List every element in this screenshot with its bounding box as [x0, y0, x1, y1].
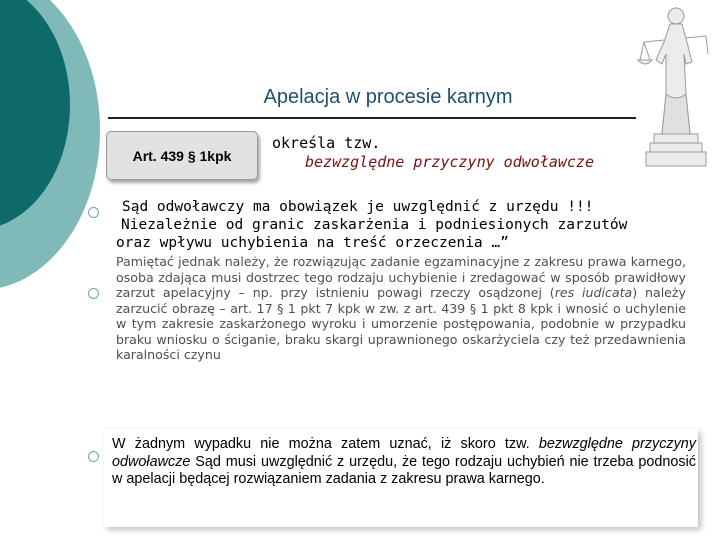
circle-bullet-icon	[88, 207, 99, 218]
defines-line-1: określa tzw.	[272, 134, 381, 152]
bullet-2-latin-term: res iudicata	[554, 285, 633, 300]
circle-bullet-icon	[88, 451, 99, 462]
bullet-3-part-2: Sąd musi uwzględnić z urzędu, że tego rodzaju uchybień nie trzeba podnosić w apelacji będącej rozwiązaniem zadania z zakresu prawa karnego.	[112, 453, 696, 487]
bullet-3-italic-term: bezwzględne przyczyny odwoławcze	[112, 436, 696, 470]
bullet-1-line-3: oraz wpływu uchybienia na treść orzeczenia …”	[116, 235, 509, 251]
circle-bullet-icon	[88, 288, 99, 299]
article-reference-box	[106, 131, 258, 180]
bullet-1-text	[116, 198, 696, 252]
bullet-1-line-1: Sąd odwoławczy ma obowiązek je uwzględnić z urzędu !!!	[122, 199, 594, 215]
bullet-1-line-2: Niezależnie od granic zaskarżenia i podniesionych zarzutów	[121, 217, 628, 233]
bullet-2-part-1: Pamiętać jednak należy, że rozwiązując zadanie egzaminacyjne z zakresu prawa karnego, osoba zdająca musi dostrzec tego rodzaju uchybienie i zredagować w sposób prawidłowy zarzut apelacyjny – np. przy istnieniu powagi rzeczy osądzonej (	[116, 254, 686, 300]
slide-title: Apelacja w procesie karnym	[263, 86, 513, 108]
bullet-2-text	[116, 254, 686, 363]
defines-line-2: bezwzględne przyczyny odwoławcze	[305, 153, 594, 171]
justitia-statue-icon	[636, 2, 714, 170]
article-reference-label: Art. 439 § 1kpk	[132, 147, 232, 164]
title-underline	[108, 117, 636, 119]
bullet-3-part-1: W żadnym wypadku nie można zatem uznać, iż skoro tzw.	[112, 436, 539, 452]
bullet-2-part-2: ) należy zarzucić obrazę – art. 17 § 1 pkt 7 kpk w zw. z art. 439 § 1 pkt 8 kpk i wnosić o uchylenie w tym zakresie zaskarżonego wyroku i umorzenie postępowania, podobnie w przypadku braku wniosku o ściganie, braku skargi uprawnionego oskarżyciela czy też przedawnienia karalności czynu	[116, 285, 686, 362]
defines-text	[272, 134, 594, 172]
bullet-3-text	[112, 436, 696, 489]
